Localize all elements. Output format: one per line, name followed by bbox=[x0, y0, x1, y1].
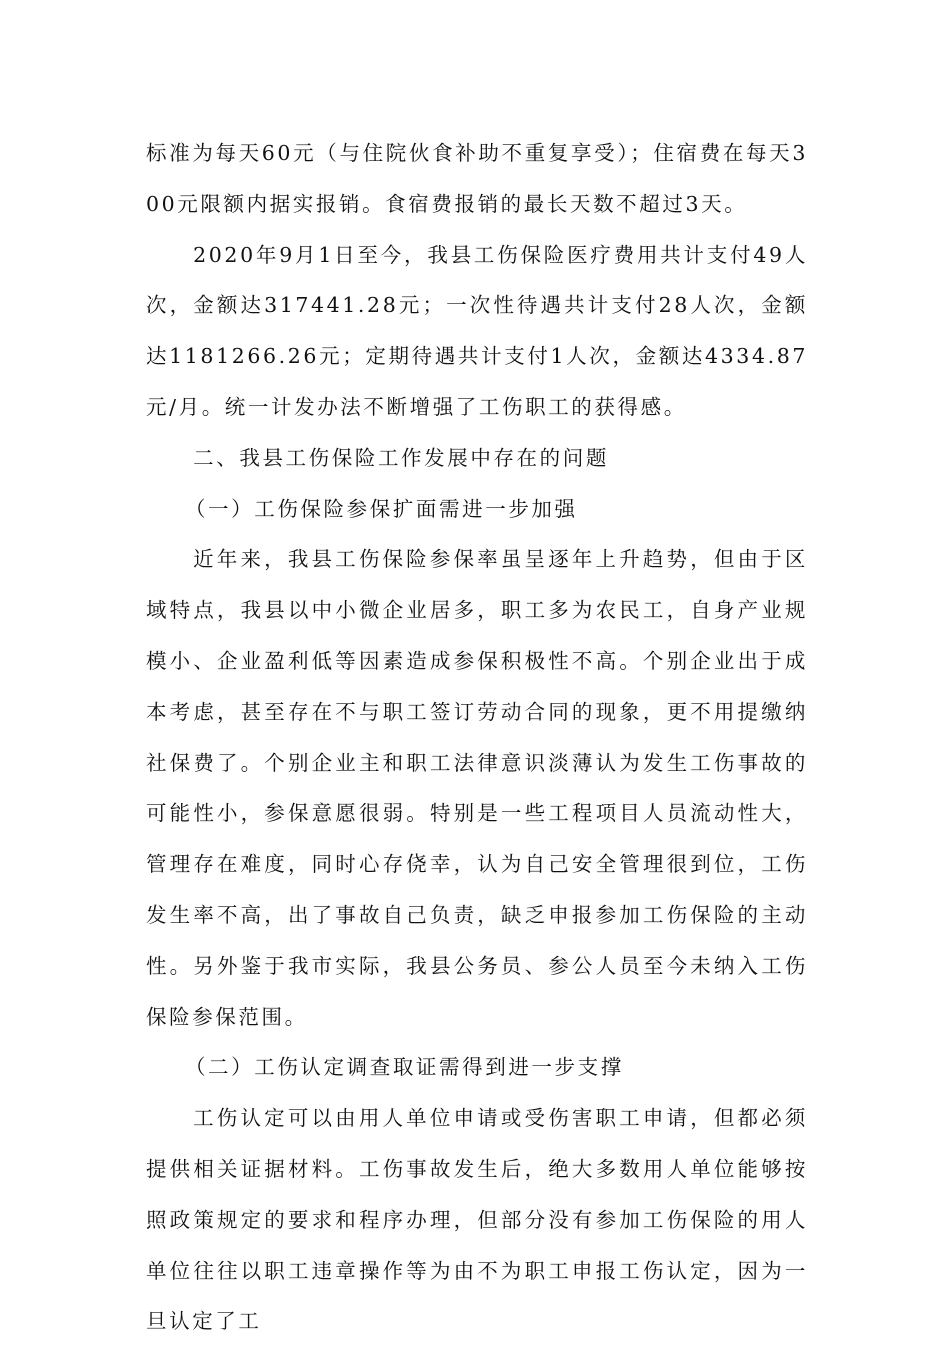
paragraph-investigation-issues: 工伤认定可以由用人单位申请或受伤害职工申请，但都必须提供相关证据材料。工伤事故发生后，绝大多数用人单位能够按照政策规定的要求和程序办理，但部分没有参加工伤保险的用人单位往往以职工违章操作等为由不为职工申报工伤认定，因为一旦认定了工 bbox=[146, 1106, 808, 1334]
paragraph-coverage-issues: 近年来，我县工伤保险参保率虽呈逐年上升趋势，但由于区域特点，我县以中小微企业居多，职工多为农民工，自身产业规模小、企业盈利低等因素造成参保积极性不高。个别企业出于成本考虑，甚至存在不与职工签订劳动合同的现象，更不用提缴纳社保费了。个别企业主和职工法律意识淡薄认为发生工伤事故的可能性小，参保意愿很弱。特别是一些工程项目人员流动性大，管理存在难度，同时心存侥幸，认为自己安全管理很到位，工伤发生率不高，出了事故自己负责，缺乏申报参加工伤保险的主动性。另外鉴于我市实际，我县公务员、参公人员至今未纳入工伤保险参保范围。 bbox=[146, 547, 808, 1029]
paragraph-meal-lodging-standard: 标准为每天60元（与住院伙食补助不重复享受）；住宿费在每天300元限额内据实报销。食宿费报销的最长天数不超过3天。 bbox=[146, 141, 808, 216]
subsection-heading-investigation: （二）工伤认定调查取证需得到进一步支撑 bbox=[184, 1055, 624, 1080]
section-heading-problems: 二、我县工伤保险工作发展中存在的问题 bbox=[193, 445, 609, 470]
document-body bbox=[146, 128, 808, 1347]
paragraph-payment-statistics: 2020年9月1日至今，我县工伤保险医疗费用共计支付49人次，金额达317441.28元；一次性待遇共计支付28人次，金额达1181266.26元；定期待遇共计支付1人次，金额达4334.87元/月。统一计发办法不断增强了工伤职工的获得感。 bbox=[146, 242, 808, 419]
subsection-heading-coverage: （一）工伤保险参保扩面需进一步加强 bbox=[184, 496, 578, 521]
